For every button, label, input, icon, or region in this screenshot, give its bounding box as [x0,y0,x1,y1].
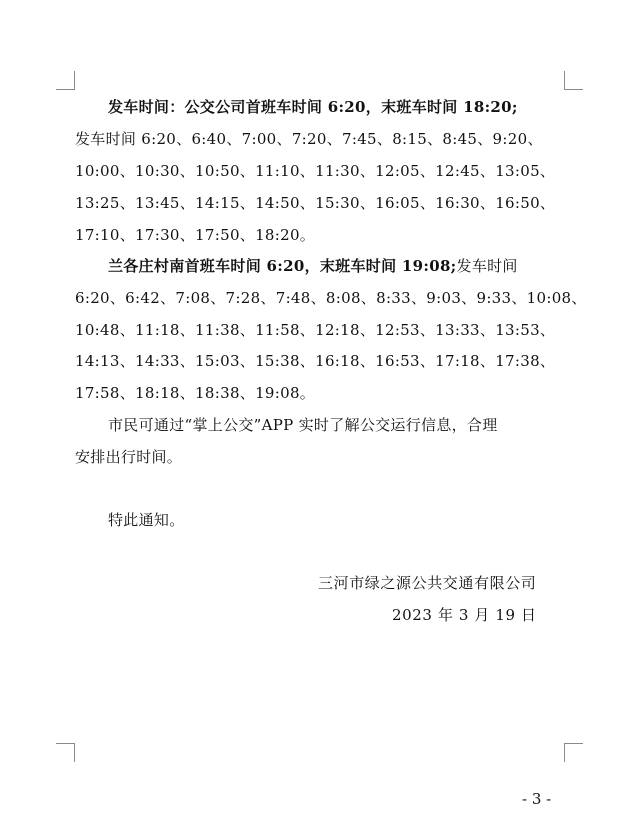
section2-line-2: 10:48、11:18、11:38、11:58、12:18、12:53、13:33、13:53、 [75,321,556,339]
signature-date: 2023 年 3 月 19 日 [392,606,537,624]
crop-mark-bottom-right [564,743,583,762]
section1-line-4: 17:10、17:30、17:50、18:20。 [75,226,316,244]
section2-line-4: 17:58、18:18、18:38、19:08。 [75,384,316,402]
section1-line-3: 13:25、13:45、14:15、14:50、15:30、16:05、16:30、16:50、 [75,194,556,212]
section2-line-1: 6:20、6:42、7:08、7:28、7:48、8:08、8:33、9:03、9:33、10:08、 [75,289,587,307]
signature-organization: 三河市绿之源公共交通有限公司 [318,574,537,592]
crop-mark-top-left [56,71,75,90]
section1-heading: 发车时间：公交公司首班车时间 6:20，末班车时间 18:20; [108,98,518,116]
section2-heading-tail: 发车时间 [456,257,518,275]
section2-heading-line [108,256,598,276]
crop-mark-top-right [564,71,583,90]
crop-mark-bottom-left [56,743,75,762]
section2-line-3: 14:13、14:33、15:03、15:38、16:18、16:53、17:18、17:38、 [75,352,556,370]
section1-line-1: 发车时间 6:20、6:40、7:00、7:20、7:45、8:15、8:45、9:20、 [75,130,543,148]
notice-line-1: 市民可通过“掌上公交”APP 实时了解公交运行信息，合理 [108,416,498,434]
section2-heading: 兰各庄村南首班车时间 6:20，末班车时间 19:08; [108,257,457,275]
notice-line-2: 安排出行时间。 [75,448,183,466]
closing-text: 特此通知。 [108,511,185,529]
section1-line-2: 10:00、10:30、10:50、11:10、11:30、12:05、12:45、13:05、 [75,162,556,180]
page-number: - 3 - [522,790,552,808]
